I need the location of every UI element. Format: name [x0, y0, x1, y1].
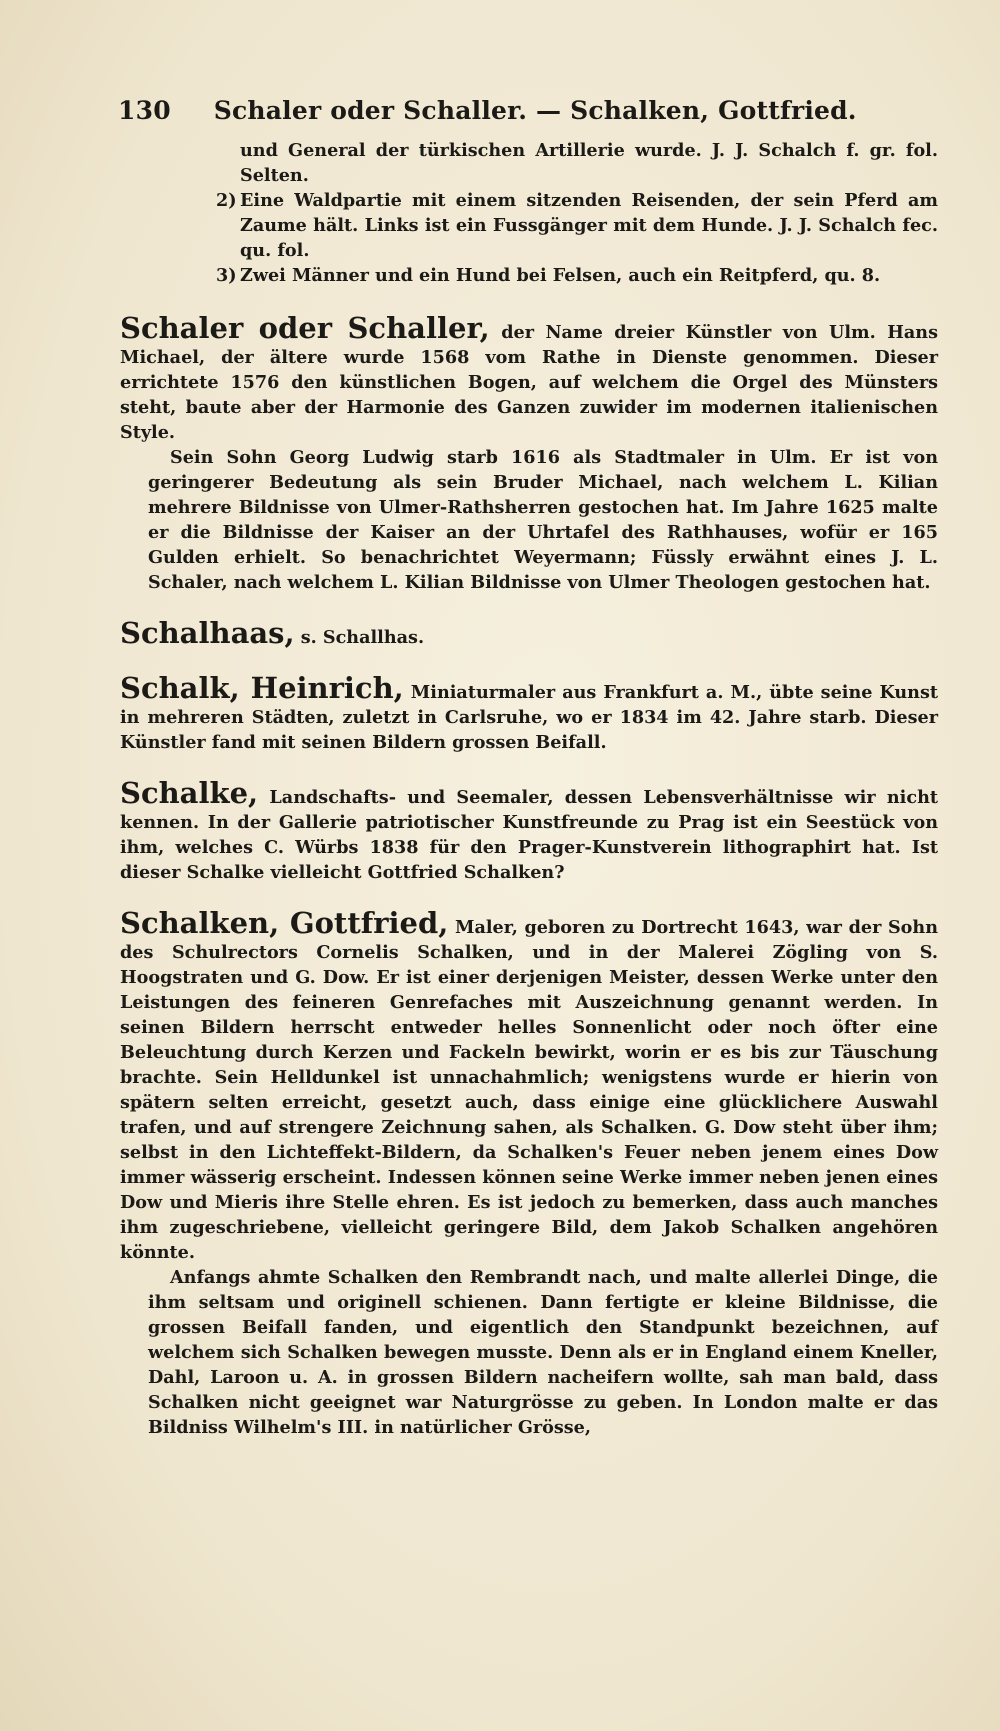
entry-headword: Schalke, [120, 776, 259, 810]
entry-text: s. Schallhas. [300, 627, 425, 648]
entry-schalken [120, 906, 938, 1440]
entry-paragraph: Sein Sohn Georg Ludwig starb 1616 als Stadtmaler in Ulm. Er ist von geringerer Bedeutung als sein Bruder Michael, nach welchem L. Kilian mehrere Bildnisse von Ulmer-Rathsherren gestochen hat. Im Jahre 1625 malte er die Bildnisse der Kaiser an der Uhrtafel des Rathhauses, wofür er 165 Gulden erhielt. So benachrichtet Weyermann; Füssly erwähnt eines J. L. Schaler, nach welchem L. Kilian Bildnisse von Ulmer Theologen gestochen hat. [148, 447, 938, 593]
entry-headword: Schalken, Gottfried, [120, 906, 449, 940]
entry-paragraph: Anfangs ahmte Schalken den Rembrandt nach, und malte allerlei Dinge, die ihm seltsam und originell schienen. Dann fertigte er kleine Bildnisse, die grossen Beifall fanden, und eigentlich den Standpunkt bezeichnen, auf welchem sich Schalken bewegen musste. Denn als er in England einem Kneller, Dahl, Laroon u. A. in grossen Bildern nacheifern wollte, sah man bald, dass Schalken nicht geeignet war Naturgrösse zu geben. In London malte er das Bildniss Wilhelm's III. in natürlicher Grösse, [148, 1267, 938, 1438]
entry-text: Landschafts- und Seemaler, dessen Lebensverhältnisse wir nicht kennen. In der Gallerie patriotischer Kunstfreunde zu Prag ist ein Seestück von ihm, welches C. Würbs 1838 für den Prager-Kunstverein lithographirt hat. Ist dieser Schalke vielleicht Gottfried Schalken? [120, 787, 938, 883]
page-number: 130 [118, 96, 171, 125]
entry-schalk [120, 671, 938, 755]
numbered-item [216, 263, 938, 288]
entry-headword: Schalhaas, [120, 616, 295, 650]
running-header [118, 96, 878, 125]
item-number: 2) [216, 190, 237, 211]
entry-text: Maler, geboren zu Dortrecht 1643, war der Sohn des Schulrectors Cornelis Schalken, und in der Malerei Zögling von S. Hoogstraten und G. Dow. Er ist einer derjenigen Meister, dessen Werke unter den Leistungen des feineren Genrefaches mit Auszeichnung genannt werden. In seinen Bildern herrscht entweder helles Sonnenlicht oder noch öfter eine Beleuchtung durch Kerzen und Fackeln bewirkt, worin er es bis zur Täuschung brachte. Sein Helldunkel ist unnachahmlich; wenigstens wurde er hierin von spätern selten erreicht, gesetzt auch, dass einige eine glücklichere Auswahl trafen, und auf strengere Zeichnung sahen, als Schalken. G. Dow steht über ihm; selbst in den Lichteffekt-Bildern, da Schalken's Feuer neben jenem eines Dow immer wässerig erscheint. Indessen können seine Werke immer neben jenen eines Dow und Mieris ihre Stelle ehren. Es ist jedoch zu bemerken, dass auch manches ihm zugeschriebene, vielleicht geringere Bild, dem Jakob Schalken angehören könnte. [120, 917, 938, 1263]
entry-text: Miniaturmaler aus Frankfurt a. M., übte seine Kunst in mehreren Städten, zuletzt in Carlsruhe, wo er 1834 im 42. Jahre starb. Dieser Künstler fand mit seinen Bildern grossen Beifall. [120, 682, 938, 753]
entry-schaler [120, 311, 938, 595]
numbered-item [216, 188, 938, 263]
entry-schalhaas [120, 616, 938, 650]
continuation-text: und General der türkischen Artillerie wurde. J. J. Schalch f. gr. fol. Selten. [240, 140, 938, 186]
item-text: Zwei Männer und ein Hund bei Felsen, auch ein Reitpferd, qu. 8. [240, 265, 881, 286]
entry-headword: Schaler oder Schaller, [120, 311, 490, 345]
item-number: 3) [216, 265, 237, 286]
running-title: Schaler oder Schaller. — Schalken, Gottfried. [213, 96, 857, 125]
entry-text: der Name dreier Künstler von Ulm. Hans Michael, der ältere wurde 1568 vom Rathe in Dienste genommen. Dieser errichtete 1576 den künstlichen Bogen, auf welchem die Orgel des Münsters steht, baute aber der Harmonie des Ganzen zuwider im modernen italienischen Style. [120, 322, 938, 443]
entry-headword: Schalk, Heinrich, [120, 671, 404, 705]
continuation-block [120, 138, 938, 288]
entry-schalke [120, 776, 938, 885]
item-text: Eine Waldpartie mit einem sitzenden Reisenden, der sein Pferd am Zaume hält. Links ist ein Fussgänger mit dem Hunde. J. J. Schalch fec. qu. fol. [240, 190, 938, 261]
page-content [120, 138, 938, 1440]
